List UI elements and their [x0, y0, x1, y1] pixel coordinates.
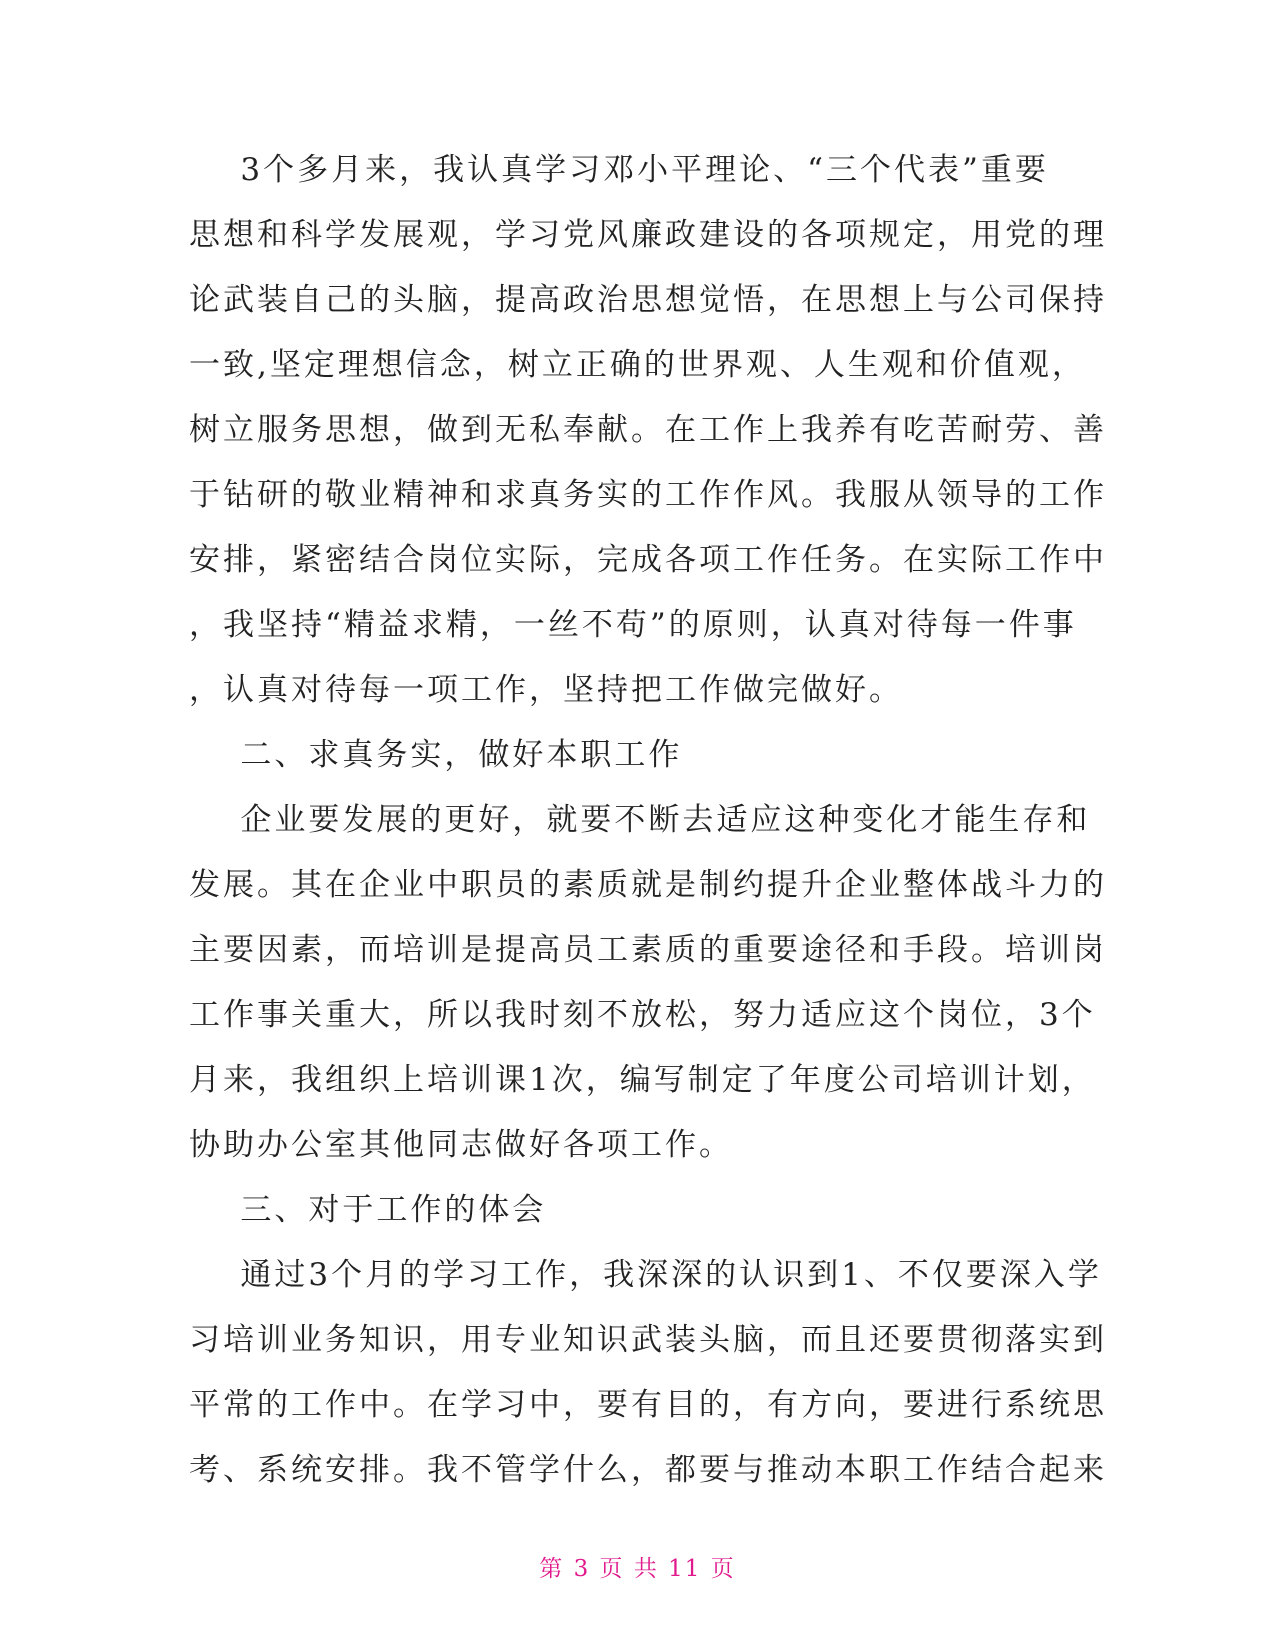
text-line: 企业要发展的更好，就要不断去适应这种变化才能生存和	[189, 802, 1091, 838]
text-line: 一致,坚定理想信念，树立正确的世界观、人生观和价值观，	[189, 347, 1086, 383]
text-line: 考、系统安排。我不管学什么，都要与推动本职工作结合起来	[189, 1452, 1107, 1488]
section-heading: 三、对于工作的体会	[189, 1192, 547, 1228]
text-line: 论武装自己的头脑，提高政治思想觉悟，在思想上与公司保持	[189, 282, 1107, 318]
text-line: 协助办公室其他同志做好各项工作。	[189, 1127, 733, 1163]
text-line: 发展。其在企业中职员的素质就是制约提升企业整体战斗力的	[189, 867, 1107, 903]
text-line: 思想和科学发展观，学习党风廉政建设的各项规定，用党的理	[189, 217, 1107, 253]
text-line: 主要因素，而培训是提高员工素质的重要途径和手段。培训岗	[189, 932, 1107, 968]
text-line: 3个多月来，我认真学习邓小平理论、“三个代表”重要	[189, 152, 1049, 188]
text-line: 安排，紧密结合岗位实际，完成各项工作任务。在实际工作中	[189, 542, 1107, 578]
text-line: 月来，我组织上培训课1次，编写制定了年度公司培训计划，	[189, 1062, 1096, 1098]
section-heading: 二、求真务实，做好本职工作	[189, 737, 683, 773]
text-line: 树立服务思想，做到无私奉献。在工作上我养有吃苦耐劳、善	[189, 412, 1107, 448]
document-body	[189, 138, 1107, 1503]
text-line: 工作事关重大，所以我时刻不放松，努力适应这个岗位，3个	[189, 997, 1096, 1033]
text-line: 习培训业务知识，用专业知识武装头脑，而且还要贯彻落实到	[189, 1322, 1107, 1358]
text-line: 平常的工作中。在学习中，要有目的，有方向，要进行系统思	[189, 1387, 1107, 1423]
page-number-footer: 第 3 页 共 11 页	[539, 1556, 736, 1582]
text-line: ，我坚持“精益求精，一丝不苟”的原则，认真对待每一件事	[189, 607, 1077, 643]
text-line: 通过3个月的学习工作，我深深的认识到1、不仅要深入学	[189, 1257, 1102, 1293]
text-line: 于钻研的敬业精神和求真务实的工作作风。我服从领导的工作	[189, 477, 1107, 513]
text-line: ，认真对待每一项工作，坚持把工作做完做好。	[189, 672, 903, 708]
